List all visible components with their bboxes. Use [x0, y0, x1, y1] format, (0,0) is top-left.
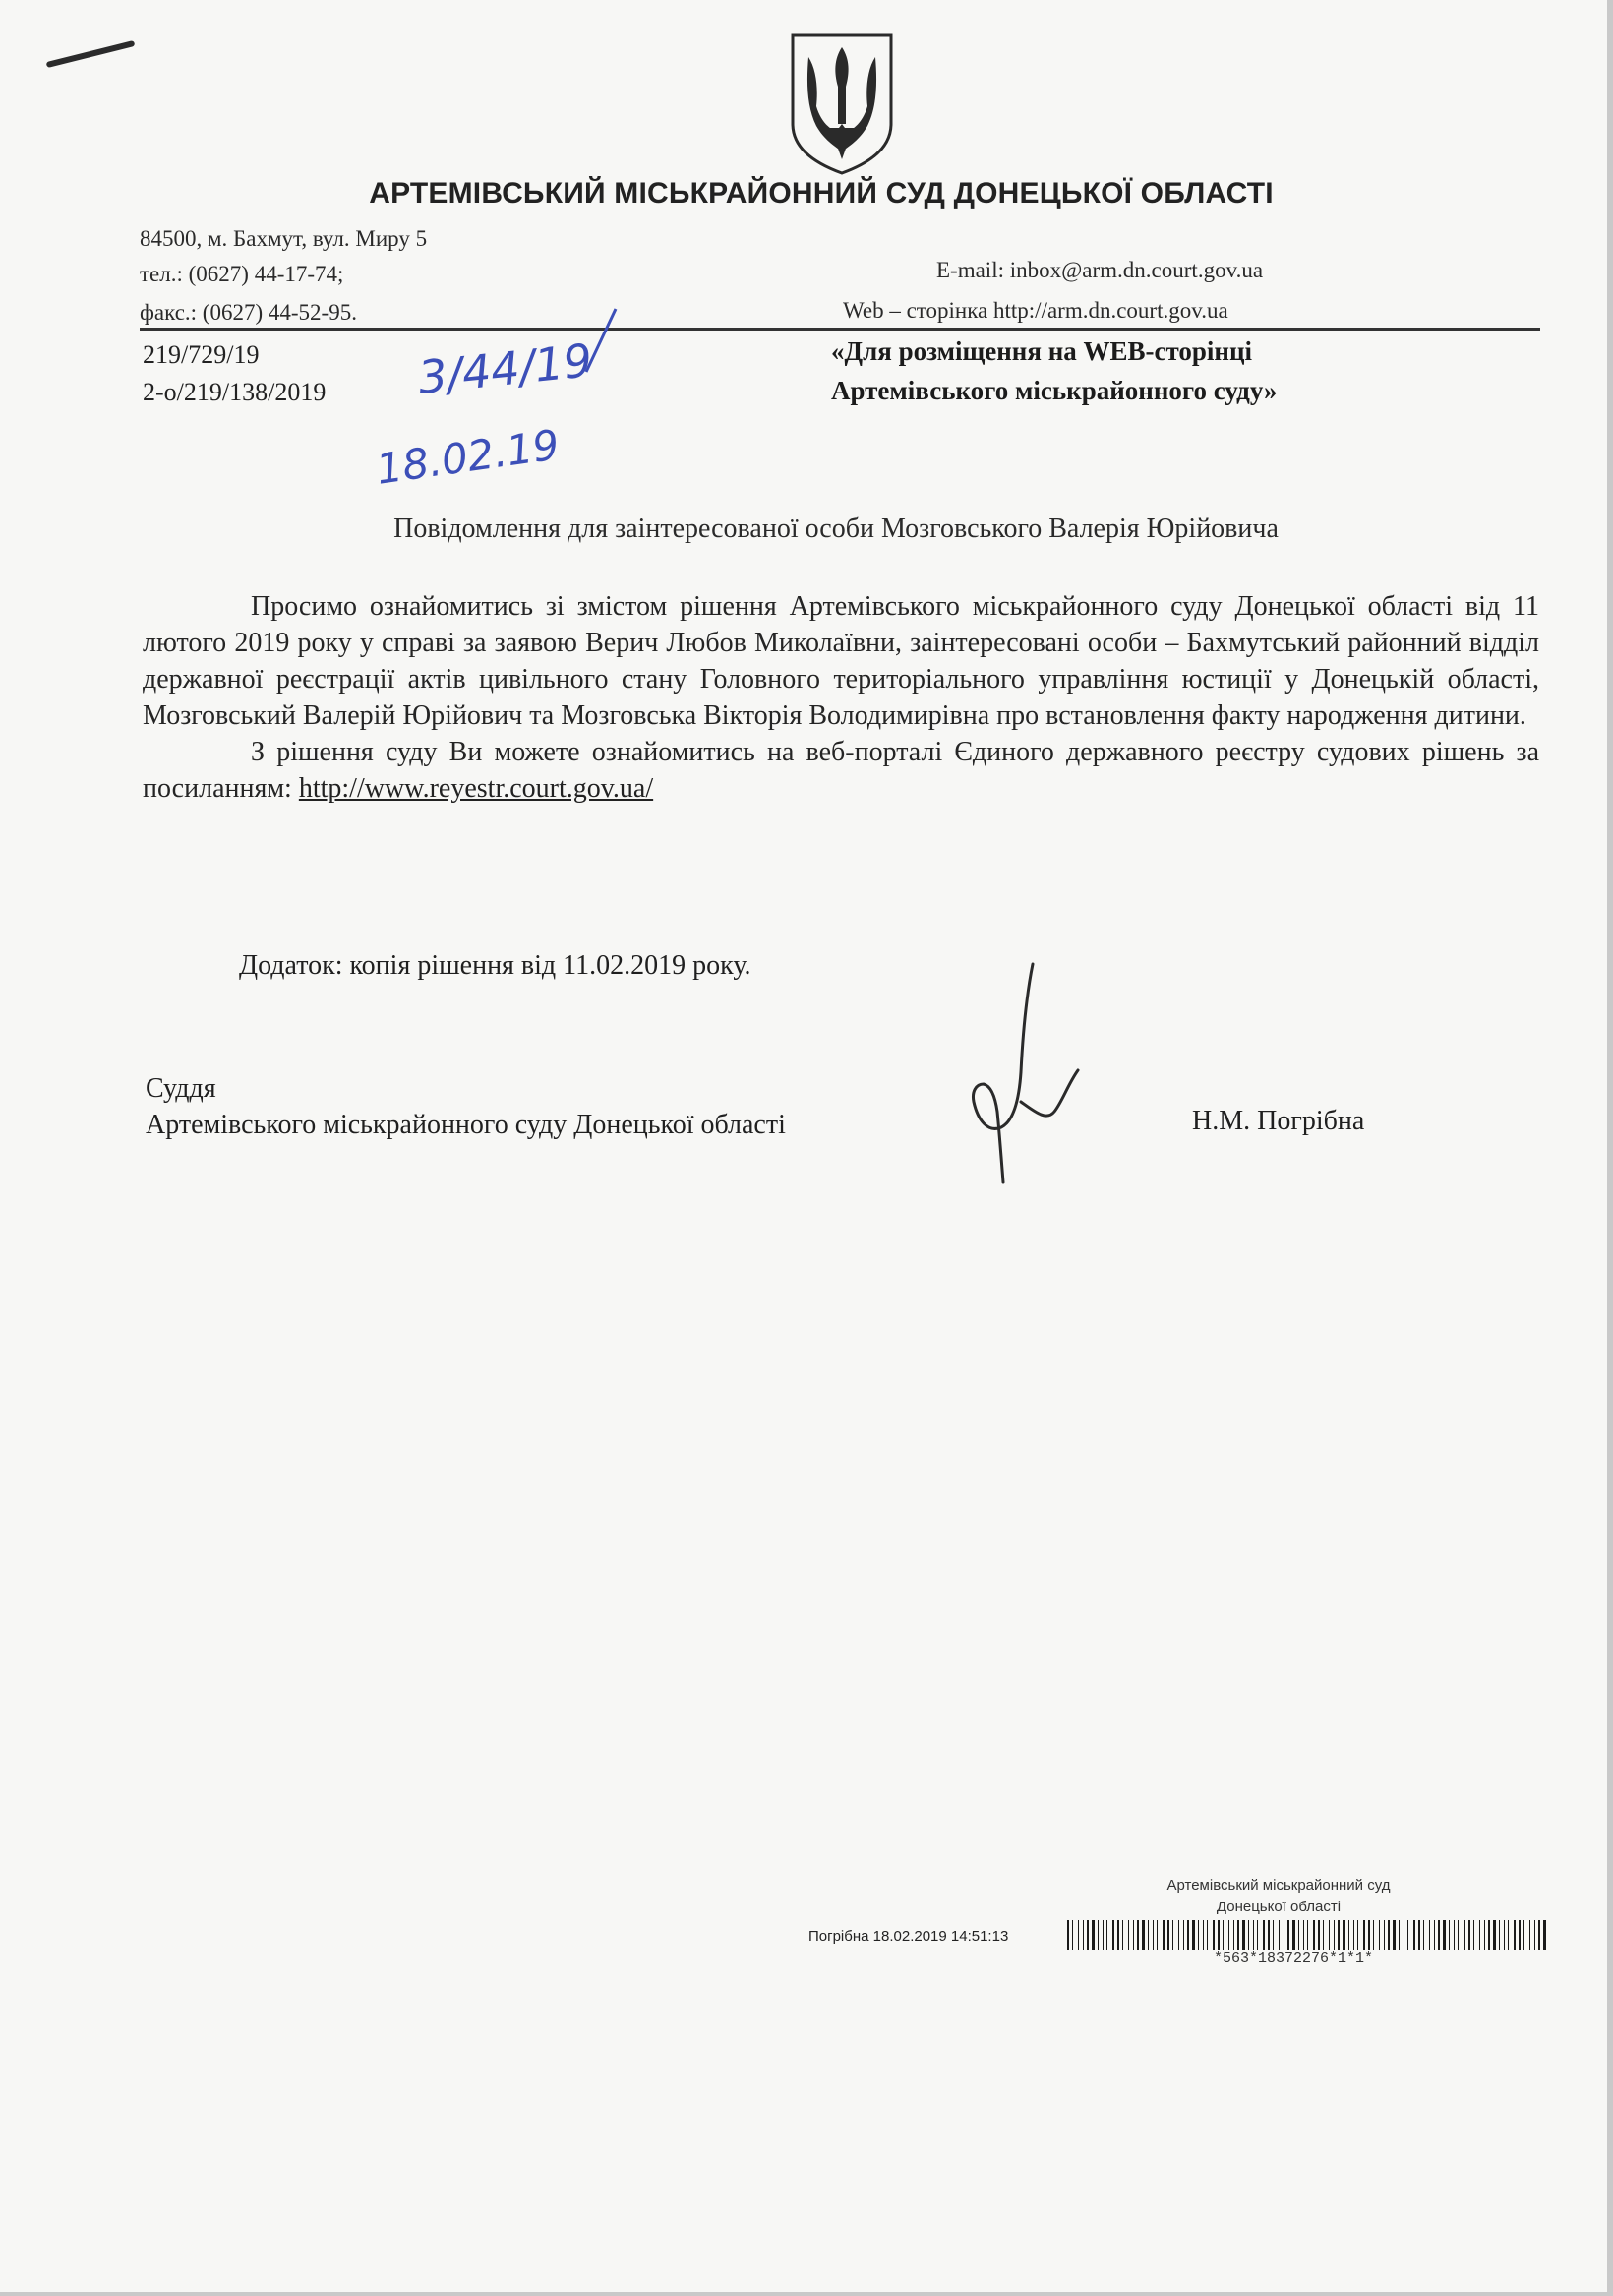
barcode-bar: [1488, 1920, 1490, 1950]
barcode-bar: [1157, 1920, 1158, 1950]
barcode-bar: [1307, 1920, 1308, 1950]
barcode-bar: [1087, 1920, 1089, 1950]
barcode-bar: [1418, 1920, 1420, 1950]
barcode-bar: [1203, 1920, 1204, 1950]
barcode-bar: [1458, 1920, 1459, 1950]
barcode-bar: [1103, 1920, 1104, 1950]
barcode-bar: [1318, 1920, 1320, 1950]
barcode-bar: [1329, 1920, 1330, 1950]
body-paragraph-2: [143, 734, 1539, 807]
body-paragraph-2-text: З рішення суду Ви можете ознайомитись на веб-порталі Єдиного державного реєстру судових рішень за посиланням:: [143, 737, 1539, 804]
barcode-bar: [1248, 1920, 1249, 1950]
barcode-bar: [1353, 1920, 1354, 1950]
barcode-bar: [1523, 1920, 1524, 1950]
barcode-bar: [1449, 1920, 1450, 1950]
registry-link[interactable]: http://www.reyestr.court.gov.ua/: [298, 773, 654, 804]
court-address: 84500, м. Бахмут, вул. Миру 5: [140, 226, 428, 251]
barcode-bar: [1454, 1920, 1455, 1950]
court-name: АРТЕМІВСЬКИЙ МІСЬКРАЙОННИЙ СУД ДОНЕЦЬКОЇ ОБЛАСТІ: [369, 177, 1274, 210]
barcode-bar: [1257, 1920, 1258, 1950]
barcode-bar: [1343, 1920, 1345, 1950]
judge-title: [146, 1070, 786, 1143]
notice-body: [143, 588, 1539, 807]
barcode-bar: [1273, 1920, 1274, 1950]
barcode-bar: [1122, 1920, 1123, 1950]
barcode-bar: [1464, 1920, 1465, 1950]
barcode-bar: [1473, 1920, 1474, 1950]
barcode-bar: [1083, 1920, 1084, 1950]
body-paragraph-1: Просимо ознайомитись зі змістом рішення Артемівського міськрайонного суду Донецької області від 11 лютого 2019 року у справі за заявою Верич Любов Миколаївни, заінтересовані особи – Бахмутський районний відділ державної реєстрації актів цивільного стану Головного територіального управління юстиції у Донецькій області, Мозговський Валерій Юрійович та Мозговська Вікторія Володимирівна про встановлення факту народження дитини.: [143, 591, 1539, 731]
court-email: E-mail: inbox@arm.dn.court.gov.ua: [936, 258, 1264, 282]
barcode-bar: [1543, 1920, 1546, 1950]
barcode-bar: [1393, 1920, 1396, 1950]
barcode-bar: [1348, 1920, 1349, 1950]
barcode-bar: [1287, 1920, 1289, 1950]
barcode-bar: [1183, 1920, 1184, 1950]
barcode-bar: [1519, 1920, 1521, 1950]
barcode-bar: [1128, 1920, 1129, 1950]
barcode-bar: [1484, 1920, 1485, 1950]
barcode-bar: [1384, 1920, 1385, 1950]
notice-subject: Повідомлення для заінтересованої особи Мозговського Валерія Юрійовича: [393, 514, 1279, 544]
footer-court-line2: Донецької області: [1216, 1899, 1342, 1915]
barcode-bar: [1192, 1920, 1195, 1950]
barcode-bar: [1514, 1920, 1516, 1950]
judge-title-line1: Суддя: [146, 1073, 216, 1104]
judge-name: Н.М. Погрібна: [1192, 1106, 1365, 1136]
barcode-bar: [1117, 1920, 1119, 1950]
barcode-bar: [1279, 1920, 1280, 1950]
barcode-bar: [1298, 1920, 1299, 1950]
barcode-bar: [1529, 1920, 1530, 1950]
barcode-bar: [1253, 1920, 1254, 1950]
barcode-bar: [1228, 1920, 1229, 1950]
barcode-bar: [1292, 1920, 1295, 1950]
scan-mark: [46, 40, 136, 68]
barcode-bar: [1223, 1920, 1224, 1950]
barcode-bar: [1242, 1920, 1245, 1950]
barcode-bar: [1172, 1920, 1173, 1950]
barcode-bar: [1413, 1920, 1415, 1950]
barcode-bar: [1092, 1920, 1095, 1950]
barcode-bar: [1534, 1920, 1535, 1950]
barcode-bar: [1137, 1920, 1139, 1950]
barcode-bar: [1399, 1920, 1400, 1950]
barcode-bar: [1499, 1920, 1500, 1950]
web-placement-note-line2: Артемівського міськрайонного суду»: [831, 376, 1278, 405]
barcode-bar: [1334, 1920, 1335, 1950]
handwritten-date: 18.02.19: [373, 420, 563, 494]
barcode-bar: [1323, 1920, 1324, 1950]
barcode-bar: [1187, 1920, 1189, 1950]
barcode-bar: [1213, 1920, 1215, 1950]
footer-court-line1: Артемівський міськрайонний суд: [1166, 1877, 1391, 1894]
court-phone: тел.: (0627) 44-17-74;: [140, 262, 344, 286]
barcode-bar: [1438, 1920, 1440, 1950]
barcode-bar: [1078, 1920, 1079, 1950]
barcode-bar: [1098, 1920, 1099, 1950]
barcode-bar: [1106, 1920, 1107, 1950]
barcode-bar: [1142, 1920, 1145, 1950]
barcode-bar: [1373, 1920, 1374, 1950]
barcode-bar: [1479, 1920, 1480, 1950]
barcode-bar: [1303, 1920, 1304, 1950]
barcode-bar: [1133, 1920, 1134, 1950]
case-reference-2: 2-о/219/138/2019: [143, 378, 327, 406]
barcode-bar: [1067, 1920, 1069, 1950]
web-placement-note-line1: «Для розміщення на WEB-сторінці: [831, 336, 1253, 366]
appendix-note: Додаток: копія рішення від 11.02.2019 року.: [239, 950, 751, 981]
barcode-bar: [1233, 1920, 1234, 1950]
barcode-bar: [1072, 1920, 1073, 1950]
barcode-bar: [1407, 1920, 1408, 1950]
barcode-bar: [1153, 1920, 1154, 1950]
barcode-bar: [1207, 1920, 1208, 1950]
barcode-bar: [1363, 1920, 1365, 1950]
barcode-bar: [1178, 1920, 1179, 1950]
barcode-bar: [1493, 1920, 1496, 1950]
barcode-bar: [1388, 1920, 1390, 1950]
court-fax: факс.: (0627) 44-52-95.: [140, 300, 357, 325]
barcode-number: *563*18372276*1*1*: [1214, 1950, 1374, 1966]
barcode-bar: [1434, 1920, 1435, 1950]
barcode-bar: [1268, 1920, 1270, 1950]
barcode-bar: [1368, 1920, 1370, 1950]
barcode-bar: [1357, 1920, 1358, 1950]
barcode-bar: [1263, 1920, 1265, 1950]
barcode-bar: [1468, 1920, 1470, 1950]
header-divider: [140, 328, 1540, 331]
barcode-bar: [1338, 1920, 1340, 1950]
footer-timestamp: Погрібна 18.02.2019 14:51:13: [808, 1928, 1009, 1945]
barcode-bar: [1508, 1920, 1509, 1950]
barcode-bar: [1112, 1920, 1114, 1950]
barcode-bar: [1167, 1920, 1169, 1950]
judge-signature: [944, 954, 1102, 1190]
barcode-bar: [1163, 1920, 1165, 1950]
court-website: Web – сторінка http://arm.dn.court.gov.ua: [843, 298, 1228, 323]
barcode-bar: [1237, 1920, 1239, 1950]
barcode: [1067, 1920, 1547, 1950]
barcode-bar: [1429, 1920, 1430, 1950]
barcode-bar: [1504, 1920, 1505, 1950]
barcode-bar: [1198, 1920, 1199, 1950]
barcode-bar: [1379, 1920, 1380, 1950]
barcode-bar: [1443, 1920, 1446, 1950]
trident-emblem-icon: [783, 30, 901, 177]
barcode-bar: [1218, 1920, 1220, 1950]
barcode-bar: [1423, 1920, 1424, 1950]
handwritten-registration-number: 3/44/19: [415, 332, 595, 405]
barcode-bar: [1313, 1920, 1315, 1950]
judge-title-line2: Артемівського міськрайонного суду Донецької області: [146, 1110, 786, 1140]
barcode-bar: [1148, 1920, 1149, 1950]
case-reference-1: 219/729/19: [143, 340, 260, 369]
barcode-bar: [1538, 1920, 1540, 1950]
